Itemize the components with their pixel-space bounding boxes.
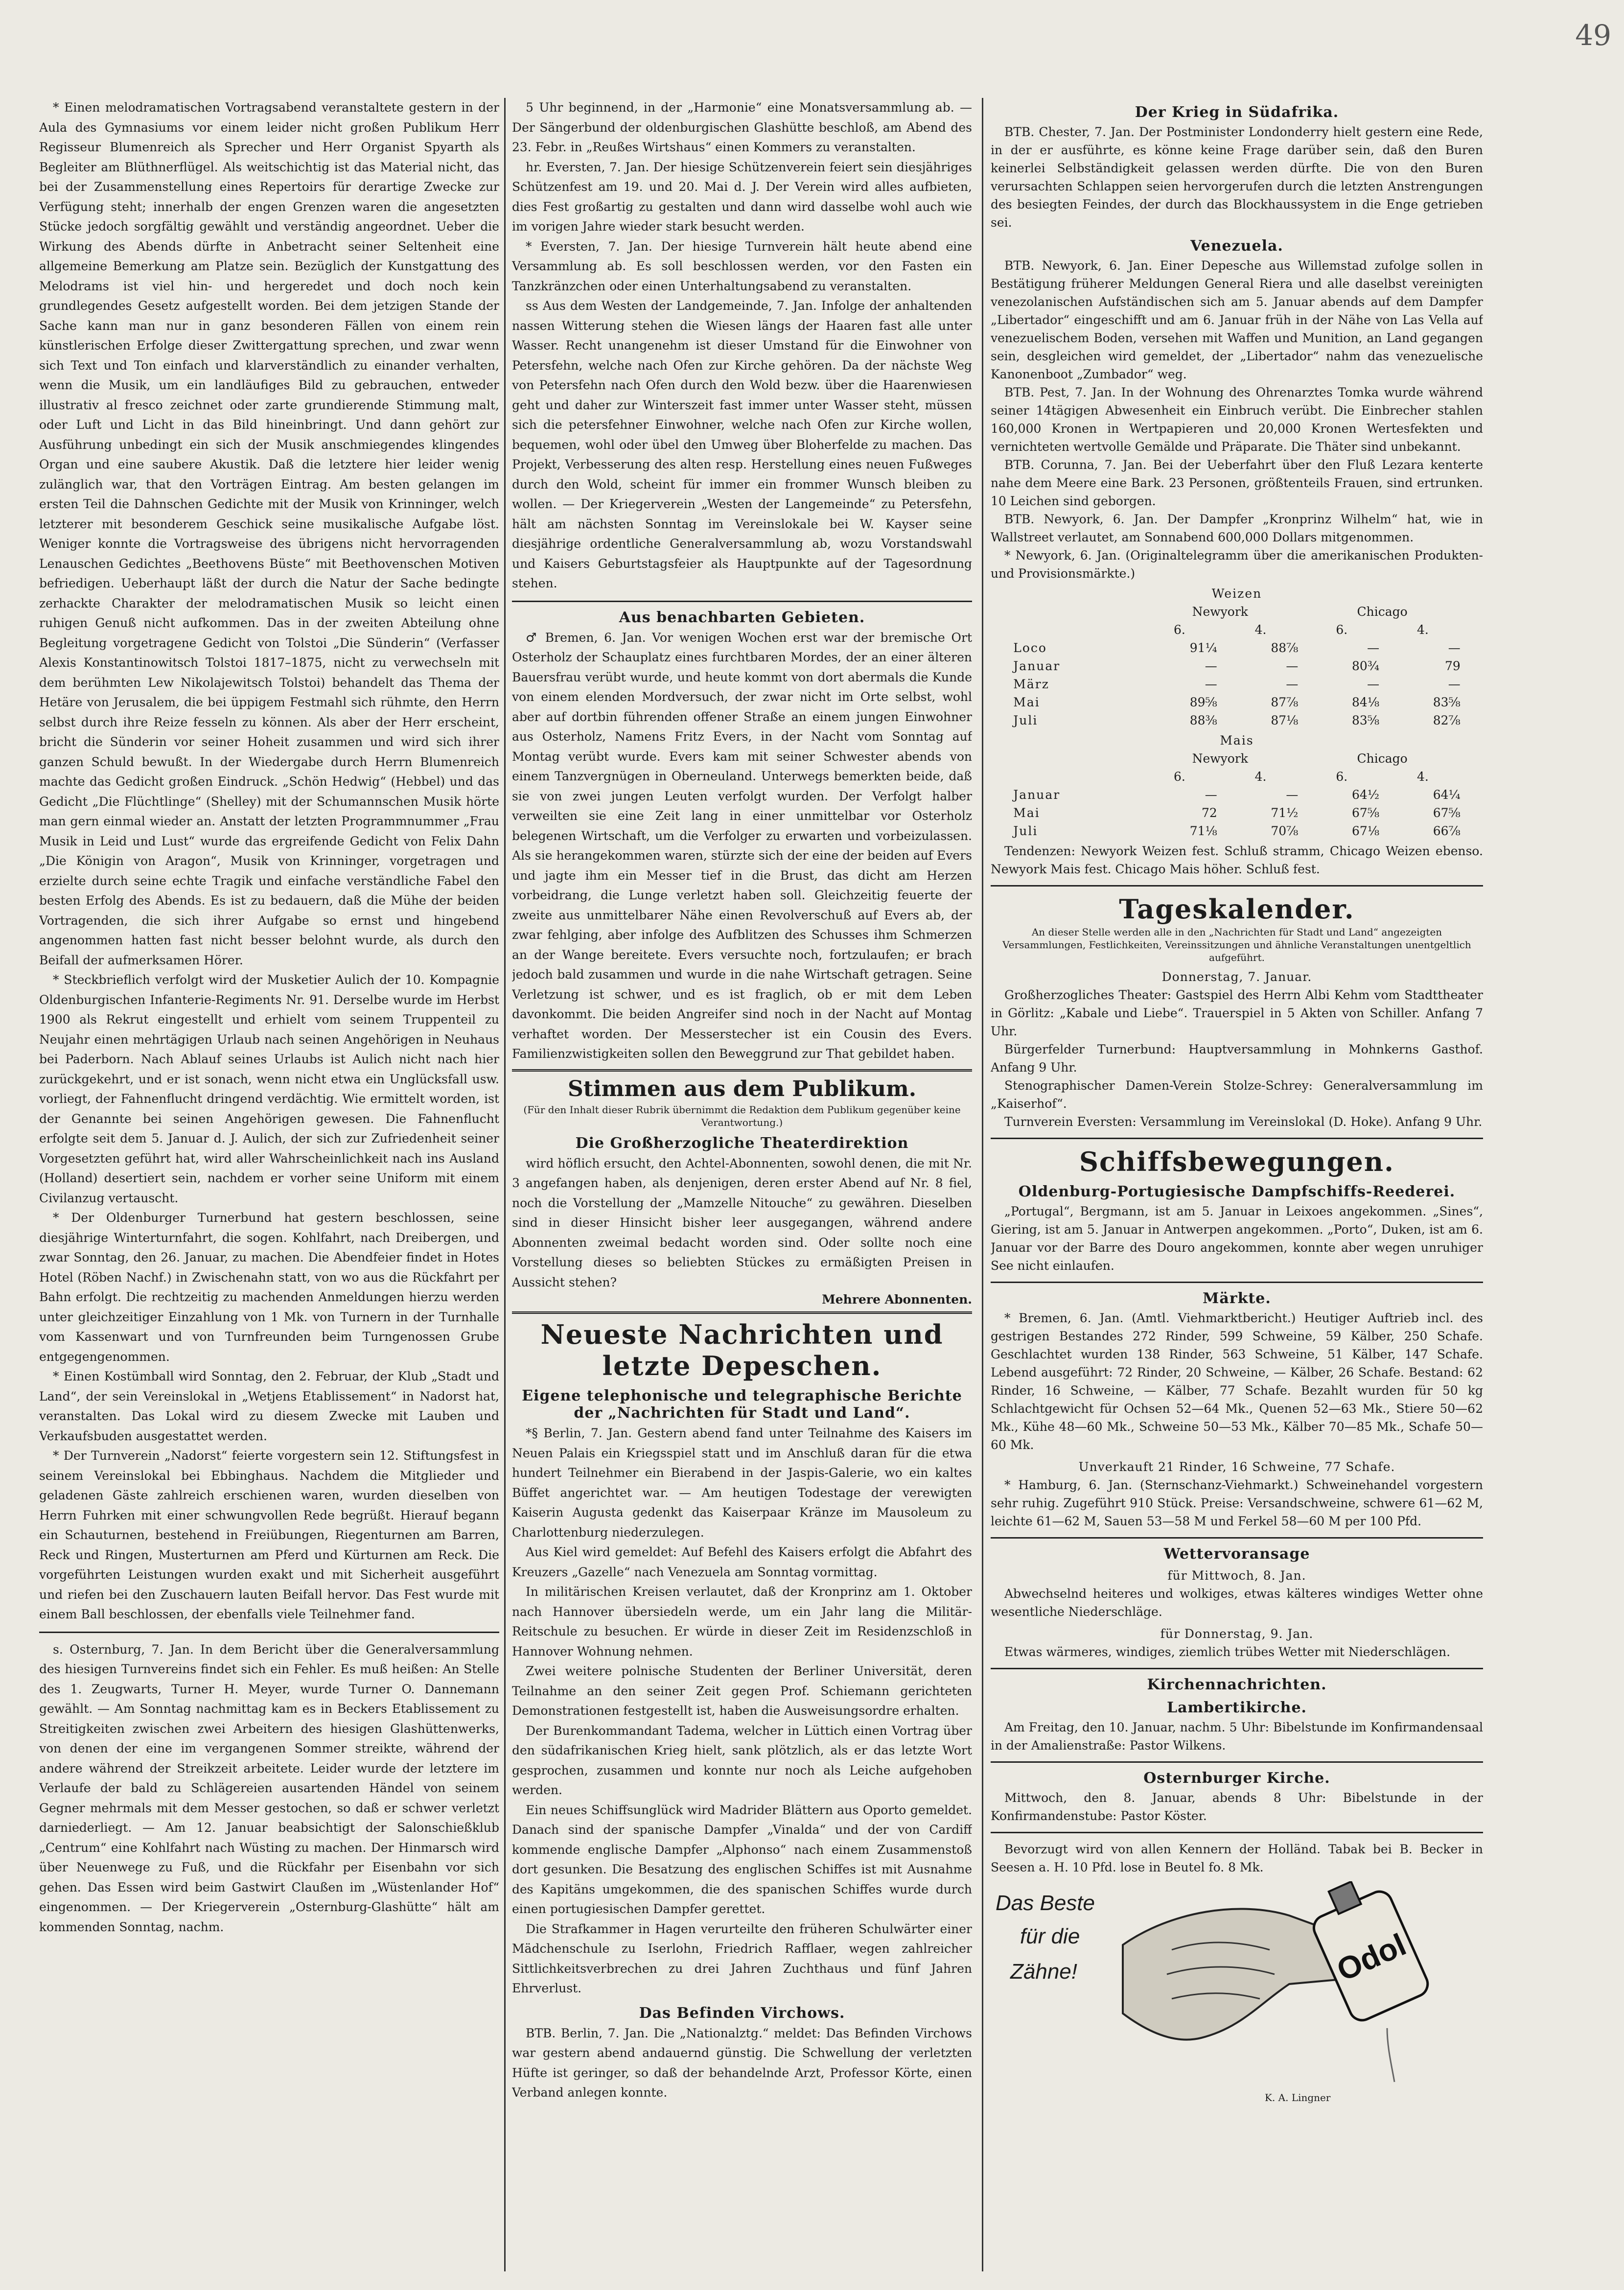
table-cell: 83⅝ — [1352, 713, 1380, 727]
section-note: An dieser Stelle werden alle in den „Nachrichten für Stadt und Land“ angezeigten Versammlungen, Festlichkeiten, Vereinssitzungen und ähnliche Veranstaltungen unentgeltlich aufgeführt. — [1002, 926, 1471, 963]
table-cell: 70⅞ — [1271, 824, 1299, 838]
section-title: Stimmen aus dem Publikum. — [567, 1076, 917, 1101]
table-date-row — [1010, 768, 1463, 786]
section-heading: Osternburger Kirche. — [1143, 1770, 1330, 1787]
article-paragraph: * Einen melodramatischen Vortragsabend veranstaltete gestern in der Aula des Gymnasiums vor einem leider nicht großen Publikum Herr Regisseur Blumenreich als Sprecher und Herr Organist Spyarth als Begleiter am Blüthnerflügel. Als weitschichtig ist das Material nicht, das bei der Zusammenstellung eines Repertoirs für derartige Zwecke zur Verfügung steht; innerhalb der engen Grenzen waren die angesetzten Stücke jedoch sorgfältig gewählt und verständig angeordnet. Ueber die Wirkung des Abends dürfte in Anbetracht seiner Seltenheit eine allgemeine Bemerkung am Platze sein. Bezüglich der Kunstgattung des Melodrams ist viel hin- und hergeredet und doch noch kein grundlegendes Gesetz aufgestellt worden. Bei dem jetzigen Stande der Sache kann man nur in ganz besonderen Fällen von einem rein künstlerischen Erfolge dieser Zwittergattung sprechen, und zwar wenn sich Text und Ton einfach und klarverständlich zu einander verhalten, wenn die Musik, um ein landläufiges Bild zu gebrauchen, entweder illustrativ al fresco zeichnet oder zarte grundierende Stimmung malt, oder Luft und Licht in das Bild hineinbringt. Und dann gehört zur Ausführung unbedingt ein sich der Musik anschmiegendes klingendes Organ und eine saubere Akustik. Daß die letztere hier leider wenig zulänglich war, that den Vorträgen Eintrag. Am besten gelangen im ersten Teil die Dahnschen Gedichte mit der Musik von Krinninger, welch letzterer mit besonderem Geschick seine musikalische Aufgabe löst. Weniger konnte die Vortragsweise des übrigens nicht hervorragenden Lenauschen Gedichtes „Beethovens Büste“ mit Beethovenschen Motiven befriedigen. Ueberhaupt läßt der durch die Natur der Sache bedingte zerhackte Charakter der melodramatischen Musik so leicht einen ruhigen Genuß nicht aufkommen. Das in der zweiten Abteilung ohne Begleitung vorgetragene Gedicht von Tolstoi „Die Sünderin“ (Verfasser Alexis Konstantinowitsch Tolstoi 1817–1875, nicht zu verwechseln mit dem berühmten Lew Nikolajewitsch Tolstoi) behandelt das Thema der Hetäre von Jerusalem, die bei üppigem Festmahl sich rühmte, den Herrn selbst durch ihre Reize fesseln zu können. Als aber der Herr erscheint, bricht die Sünderin vor seiner Hoheit zusammen und wird sich ihrer ganzen Schuld bewußt. In der Wiedergabe durch Herrn Blumenreich machte das Gedicht großen Eindruck. „Schön Hedwig“ (Hebbel) und das Gedicht „Die Flüchtlinge“ (Shelley) mit der Schumannschen Musik hörte man gern einmal wieder an. Anstatt der letzten Programmnummer „Frau Musik in Leid und Lust“ wurde das ergreifende Gedicht von Felix Dahn „Die Königin von Aragon“, Musik von Krinninger, vorgetragen und erzielte durch seine echte Tragik und einfache verständliche Fabel den besten Erfolg des Abends. Es ist zu bedauern, daß die Mühe der beiden Vortragenden, die sich ihrer Aufgabe so ernst und hingebend angenommen hatten fast nicht besser belohnt wurde, als durch den Beifall der aufmerksamen Hörer. — [39, 100, 499, 967]
article-paragraph: Ein neues Schiffsunglück wird Madrider Blättern aus Oporto gemeldet. Danach sind der spanische Dampfer „Vinalda“ und der von Cardiff kommende englische Dampfer „Alphonso“ nach einem Zusammenstoß dort gesunken. Die Besatzung des englischen Schiffes ist mit Ausnahme des Kapitäns umgekommen, die des spanischen Schiffes wurde durch einen portugiesischen Dampfer gerettet. — [512, 1802, 972, 1916]
table-cell: 87⅞ — [1271, 695, 1299, 709]
article-paragraph: ♂ Bremen, 6. Jan. Vor wenigen Wochen erst war der bremische Ort Osterholz der Schauplatz eines furchtbaren Mordes, der an einer älteren Bauersfrau verübt wurde, und heute kommt von dort abermals die Kunde von einem elenden Mordversuch, der zwar nicht im Orte selbst, wohl aber auf dortbin führenden offener Straße an einem jungen Einwohner aus Osterholz, Namens Fritz Evers, in der Nacht vom Sonntag auf Montag verübt wurde. Evers kam mit seiner Schwester abends von einem Tanzvergnügen in Oberneuland. Unterwegs bemerkten beide, daß sie von zwei jungen Leuten verfolgt wurden. Der Verfolgt halber verweilten sie eine Zeit lang in einer unmittelbar vor Osterholz belegenen Wirtschaft, um die Verfolger zu erwarten und vorbeizulassen. Als sie herangekommen waren, stürzte sich der eine der beiden auf Evers und jagte ihm ein Messer tief in die Brust, das dicht am Herzen vorbeidrang, die Lunge verletzt haben soll. Gleichzeitig feuerte der zweite aus unmittelbarer Nähe einen Revolverschuß auf Evers ab, der zwar fehlging, aber infolge des Aufblitzen des Schusses ihm Schmerzen an der Wange bereitete. Evers versuchte noch, fortzulaufen; er brach jedoch bald zusammen und wurde in die nahe Wirtschaft getragen. Seine Verletzung ist schwer, und es ist fraglich, ob er mit dem Leben davonkommt. Die beiden Angreifer sind noch in der Nacht auf Montag verhaftet worden. Der Messerstecher ist ein Cousin des Evers. Familienzwistigkeiten sollen den Beweggrund zur That gebildet haben. — [512, 630, 972, 1061]
table-cell: 64¼ — [1433, 788, 1461, 802]
table-city: Newyork — [1192, 751, 1248, 766]
table-date: 4. — [1254, 770, 1267, 784]
column-left — [39, 98, 499, 2271]
article-paragraph: „Portugal“, Bergmann, ist am 5. Januar in Leixoes angekommen. „Sines“, Giering, ist am 5. Januar in Antwerpen angekommen. „Porto“, Duken, ist am 6. Januar vor der Barre des Douro angekommen, konnte aber wegen unruhiger See nicht einlaufen. — [991, 1204, 1483, 1273]
article-paragraph: Tendenzen: Newyork Weizen fest. Schluß stramm, Chicago Weizen ebenso. Newyork Mais fest. Chicago Mais höher. Schluß fest. — [991, 844, 1483, 876]
article-paragraph: s. Osternburg, 7. Jan. In dem Bericht über die Generalversammlung des hiesigen Turnvereins findet sich ein Fehler. Es muß heißen: An Stelle des 1. Zeugwarts, Turner H. Meyer, wurde Turner O. Dannemann gewählt. — Am Sonntag nachmittag kam es in Beckers Etablissement zu Streitigkeiten zwischen zwei Arbeitern des hiesigen Glashüttenwerks, von denen der eine im vergangenen Sommer streikte, während der andere während der Streikzeit arbeitete. Leider wurde der letztere im Verlaufe der bald zu Schlägereien ausartenden Händel von seinem Gegner mehrmals mit dem Messer gestochen, so daß er schwer verletzt darniederliegt. — Am 12. Januar beabsichtigt der Salonschießklub „Centrum“ eine Kohlfahrt nach Wüsting zu machen. Der Hinmarsch wird über Neuenwege zu Fuß, und die Rückfahr per Eisenbahn vor sich gehen. Das Essen wird beim Gastwirt Claußen im „Wüstenlander Hof“ eingenommen. — Der Kriegerverein „Osternburg-Glashütte“ hält am kommenden Sonntag, nachm. — [39, 1642, 499, 1934]
divider — [991, 1761, 1483, 1763]
table-title: Weizen — [1211, 586, 1262, 601]
section-heading: Wettervoransage — [1163, 1545, 1310, 1563]
article-paragraph: * Hamburg, 6. Jan. (Sternschanz-Viehmarkt.) Schweinehandel vorgestern sehr ruhig. Zugeführt 910 Stück. Preise: Versandschweine, schwere 61—62 M, leichte 61—62 M, Sauen 53—58 M und Ferkel 58—60 M per 100 Pfd. — [991, 1478, 1483, 1528]
table-row — [1010, 675, 1463, 693]
section-heading: Lambertikirche. — [1167, 1699, 1307, 1716]
table-cell: 88⅜ — [1189, 713, 1217, 727]
table-title-row — [1010, 584, 1463, 603]
double-divider — [512, 1069, 972, 1072]
table-cell: — — [1286, 677, 1299, 691]
article-paragraph: wird höflich ersucht, den Achtel-Abonnenten, sowohl denen, die mit Nr. 3 angefangen haben, als denjenigen, deren erster Abend auf Nr. 8 fiel, noch die Vorstellung der „Mamzelle Nitouche“ zu gewähren. Dieselben sind in dieser Hinsicht bisher leer ausgegangen, während andere Abonnenten zweimal bedacht worden sind. Oder sollte noch eine Vorstellung dieses so beliebten Stückes zu ermäßigten Preisen in Aussicht stehen? — [512, 1156, 972, 1289]
table-cell: — — [1286, 788, 1299, 802]
article-paragraph: BTB. Newyork, 6. Jan. Einer Depesche aus Willemstad zufolge sollen in Bestätigung früherer Meldungen General Riera und alle daselbst vereinigten venezolanischen Aufständischen sich am 5. Januar abends auf dem Dampfer „Libertador“ eingeschifft und am 6. Januar früh in der Nähe von Las Vella auf venezuelischem Boden, versehen mit Waffen und Munition, an Land gegangen sein, desgleichen wird gemeldet, der „Libertador“ nahm das venezuelische Kanonenboot „Zumbador“ weg. — [991, 258, 1483, 381]
article-paragraph: Zwei weitere polnische Studenten der Berliner Universität, deren Teilnahme an den seiner Zeit gegen Prof. Schiemann gerichteten Demonstrationen festgestellt ist, haben die Ausweisungsordre erhalten. — [512, 1664, 972, 1718]
date-line: Unverkauft 21 Rinder, 16 Schweine, 77 Schafe. — [1078, 1460, 1395, 1474]
column-rule — [982, 98, 983, 2271]
table-corner — [1010, 621, 1139, 639]
table-cell: 72 — [1201, 806, 1217, 820]
table-cell: — — [1448, 677, 1461, 691]
table-city-row — [1010, 603, 1463, 621]
table-cell: 67⅝ — [1433, 806, 1461, 820]
section-title: Neueste Nachrichten und letzte Depeschen. — [540, 1319, 944, 1381]
table-date: 4. — [1254, 623, 1267, 637]
article-paragraph: Etwas wärmeres, windiges, ziemlich trübes Wetter mit Niederschlägen. — [1004, 1645, 1451, 1659]
table-corner — [1010, 749, 1139, 768]
article-paragraph: In militärischen Kreisen verlautet, daß der Kronprinz am 1. Oktober nach Hannover übersiedeln werde, um ein Jahr lang die Militär-Reitschule zu besuchen. Er würde in dieser Zeit im Residenzschloß in Hannover Wohnung nehmen. — [512, 1585, 972, 1659]
article-paragraph: BTB. Pest, 7. Jan. In der Wohnung des Ohrenarztes Tomka wurde während seiner 14tägigen Abwesenheit ein Einbruch verübt. Die Einbrecher stahlen 160,000 Kronen in Wertpapieren und 20,000 Kronen Wertesfekten und vernichteten wertvolle Gemälde und Präparate. Die Thäter sind unbekannt. — [991, 385, 1483, 454]
table-cell: 67⅛ — [1352, 824, 1380, 838]
table-city: Chicago — [1357, 605, 1408, 619]
table-cell: 64½ — [1352, 788, 1380, 802]
table-cell: — — [1205, 677, 1217, 691]
mais-table — [1010, 731, 1463, 840]
hand-with-bottle-illustration — [1113, 1881, 1465, 2087]
article-paragraph: Mittwoch, den 8. Januar, abends 8 Uhr: Bibelstunde in der Konfirmandenstube: Pastor Köster. — [991, 1791, 1483, 1823]
date-line: für Donnerstag, 9. Jan. — [1160, 1627, 1314, 1641]
table-date-row — [1010, 621, 1463, 639]
divider — [991, 1668, 1483, 1669]
date-line: für Mittwoch, 8. Jan. — [1167, 1568, 1306, 1583]
table-row — [1010, 711, 1463, 729]
article-paragraph: Abwechselnd heiteres und wolkiges, etwas kälteres windiges Wetter ohne wesentliche Niederschläge. — [991, 1587, 1483, 1619]
table-cell: — — [1205, 788, 1217, 802]
table-cell: — — [1367, 677, 1380, 691]
table-row-label: Loco — [1013, 641, 1047, 655]
advert-box — [991, 1881, 1483, 2116]
table-row — [1010, 693, 1463, 711]
table-date: 6. — [1336, 623, 1348, 637]
article-paragraph: Bürgerfelder Turnerbund: Hauptversammlung in Mohnkerns Gasthof. Anfang 9 Uhr. — [991, 1042, 1483, 1075]
table-row-label: März — [1013, 677, 1049, 691]
article-paragraph: BTB. Corunna, 7. Jan. Bei der Ueberfahrt über den Fluß Lezara kenterte nahe dem Meere eine Bark. 23 Personen, größtenteils Frauen, sind ertrunken. 10 Leichen sind geborgen. — [991, 458, 1483, 508]
divider — [991, 1138, 1483, 1139]
divider — [991, 1537, 1483, 1539]
table-cell: 67⅝ — [1352, 806, 1380, 820]
article-paragraph: hr. Eversten, 7. Jan. Der hiesige Schützenverein feiert sein diesjähriges Schützenfest am 19. und 20. Mai d. J. Der Verein wird alles aufbieten, dies Fest großartig zu gestalten und dann wird dasselbe wohl auch wie im vorigen Jahre wieder stark besucht werden. — [512, 160, 972, 234]
section-heading: Oldenburg-Portugiesische Dampfschiffs-Reederei. — [1018, 1183, 1456, 1200]
table-date: 6. — [1174, 623, 1185, 637]
table-corner — [1010, 768, 1139, 786]
article-paragraph: * Der Oldenburger Turnerbund hat gestern beschlossen, seine diesjährige Winterturnfahrt, die sogen. Kohlfahrt, nach Dreibergen, und zwar Sonntag, den 26. Januar, zu machen. Die Abendfeier findet in Hotes Hotel (Röben Nachf.) in Zwischenahn statt, von wo aus die Rückfahrt per Bahn erfolgt. Die rechtzeitig zu machenden Anmeldungen hierzu werden unter gleichzeitiger Einzahlung von 1 Mk. von Turnern in der Turnhalle vom Kassenwart und von Turnfreunden beim Turngenossen Grube entgegengenommen. — [39, 1211, 499, 1364]
article-paragraph: BTB. Newyork, 6. Jan. Der Dampfer „Kronprinz Wilhelm“ hat, wie in Wallstreet verlautet, am Sonnabend 600,000 Dollars mitgenommen. — [991, 512, 1483, 544]
table-title-row — [1010, 731, 1463, 749]
table-cell: 80¾ — [1352, 659, 1380, 673]
article-paragraph: ss Aus dem Westen der Landgemeinde, 7. Jan. Infolge der anhaltenden nassen Witterung stehen die Wiesen längs der Haaren fast alle unter Wasser. Recht unangenehm ist dieser Umstand für die Einwohner von Petersfehn, welche nach Ofen zur Kirche gehören. Da der nächste Weg von Petersfehn nach Ofen durch den Wold bezw. über die Haarenwiesen geht und daher zur Winterszeit fast immer unter Wasser steht, müssen sich die petersfehner Einwohner, welche nach Ofen zur Kirche wollen, bequemen, wohl oder übel den Umweg über Bloherfelde zu machen. Das Projekt, Verbesserung des alten resp. Herstellung eines neuen Fußweges durch den Wold, scheint für immer ein frommer Wunsch bleiben zu wollen. — Der Kriegerverein „Westen der Langemeinde“ zu Petersfehn, hält am nächsten Sonntag im Vereinslokale bei W. Kayser seine diesjährige ordentliche Generalversammlung ab, wozu Vorstandswahl und Kaisers Geburtstagsfeier als Hauptpunkte auf der Tagesordnung stehen. — [512, 299, 972, 590]
table-cell: 71½ — [1271, 806, 1299, 820]
article-paragraph: Turnverein Eversten: Versammlung im Vereinslokal (D. Hoke). Anfang 9 Uhr. — [1004, 1115, 1483, 1129]
table-title: Mais — [1220, 733, 1254, 748]
section-heading: Venezuela. — [1190, 237, 1283, 255]
table-cell: 71⅛ — [1189, 824, 1217, 838]
section-heading: Märkte. — [1203, 1290, 1271, 1307]
advert-maker: K. A. Lingner — [1265, 2092, 1331, 2103]
table-row — [1010, 786, 1463, 804]
divider — [512, 601, 972, 602]
article-paragraph: Stenographischer Damen-Verein Stolze-Schrey: Generalversammlung im „Kaiserhof“. — [991, 1078, 1483, 1111]
table-date: 4. — [1416, 623, 1429, 637]
section-heading: Kirchennachrichten. — [1147, 1676, 1327, 1693]
column-middle — [512, 98, 972, 2271]
article-paragraph: Großherzogliches Theater: Gastspiel des Herrn Albi Kehm vom Stadttheater in Görlitz: „Kabale und Liebe“. Trauerspiel in 5 Akten von Schiller. Anfang 7 Uhr. — [991, 988, 1483, 1038]
table-date: 6. — [1336, 770, 1348, 784]
table-cell: 84⅛ — [1352, 695, 1380, 709]
article-paragraph: Die Strafkammer in Hagen verurteilte den früheren Schulwärter einer Mädchenschule zu Iserlohn, Friedrich Rafflaer, wegen zahlreicher Sittlichkeitsverbrechen zu drei Jahren Zuchthaus und fünf Jahren Ehrverlust. — [512, 1921, 972, 1995]
divider — [991, 885, 1483, 887]
section-heading: Das Befinden Virchows. — [639, 2004, 845, 2022]
table-cell: 82⅞ — [1433, 713, 1461, 727]
section-title: Schiffsbewegungen. — [1079, 1146, 1394, 1177]
table-row-label: Juli — [1013, 713, 1038, 727]
table-row-label: Januar — [1013, 788, 1061, 802]
article-paragraph: * Einen Kostümball wird Sonntag, den 2. Februar, der Klub „Stadt und Land“, der sein Vereinslokal in „Wetjens Etablissement“ in Nadorst hat, veranstalten. Das Lokal wird zu diesem Zwecke mit Lauben und Verkaufsbuden ausgestattet werden. — [39, 1369, 499, 1443]
table-row-label: Mai — [1013, 695, 1040, 709]
table-city: Newyork — [1192, 605, 1248, 619]
table-row-label: Januar — [1013, 659, 1061, 673]
table-cell: — — [1367, 641, 1380, 655]
article-paragraph: *§ Berlin, 7. Jan. Gestern abend fand unter Teilnahme des Kaisers im Neuen Palais ein Kriegsspiel statt und im Anschluß daran für die etwa hundert Teilnehmer ein Bierabend in der Jaspis-Galerie, wo ein kaltes Büffet angerichtet war. — Am heutigen Todestage der verewigten Kaiserin Augusta gedenkt das Kaiserpaar Kränze im Mausoleum zu Charlottenburg niederzulegen. — [512, 1426, 972, 1540]
table-cell: 91¼ — [1189, 641, 1217, 655]
article-paragraph: BTB. Berlin, 7. Jan. Die „Nationalztg.“ meldet: Das Befinden Virchows war gestern abend andauernd günstig. Die Schwellung der verletzten Hüfte ist geringer, so daß der behandelnde Arzt, Professor Körte, einen Verband anlegen konnte. — [512, 2026, 972, 2100]
advert-brand: Odol — [1331, 1926, 1412, 1988]
double-divider — [512, 1311, 972, 1314]
table-row-label: Juli — [1013, 824, 1038, 838]
divider — [991, 1832, 1483, 1833]
article-paragraph: Aus Kiel wird gemeldet: Auf Befehl des Kaisers erfolgt die Abfahrt des Kreuzers „Gazelle“ nach Venezuela am Sonntag vormittag. — [512, 1545, 972, 1579]
advert-line: für die — [1020, 1924, 1080, 1948]
table-cell: — — [1448, 641, 1461, 655]
article-paragraph: * Steckbrieflich verfolgt wird der Musketier Aulich der 10. Kompagnie Oldenburgischen Infanterie-Regiments Nr. 91. Derselbe wurde im Herbst 1900 als Rekrut eingestellt und erhielt vom seinem Truppenteil zu Neujahr einen mehrtägigen Urlaub nach seinen Angehörigen in Neuhaus bei Paderborn. Nach Ablauf seines Urlaubs ist Aulich nicht nach hier zurückgekehrt, und er ist sonach, wenn nicht etwa ein Unglücksfall usw. vorliegt, der Fahnenflucht dringend verdächtig. Wie ermittelt worden, ist der Genannte bei seinen Angehörigen gewesen. Die Fahnenflucht erfolgte seit dem 5. Januar d. J. Aulich, der sich zur Zufriedenheit seiner Vorgesetzten geführt hat, wird aller Wahrscheinlichkeit nach ins Ausland (Holland) desertiert sein, nachdem er vorher seine Uniform mit einem Civilanzug vertauscht. — [39, 973, 499, 1205]
table-row — [1010, 822, 1463, 840]
table-city-row — [1010, 749, 1463, 768]
column-rule — [504, 98, 506, 2271]
section-heading: Aus benachbarten Gebieten. — [619, 608, 865, 626]
article-paragraph: * Eversten, 7. Jan. Der hiesige Turnverein hält heute abend eine Versammlung ab. Es soll beschlossen werden, vor den Fasten ein Tanzkränzchen oder einen Unterhaltungsabend zu veranstalten. — [512, 239, 972, 293]
article-paragraph: Am Freitag, den 10. Januar, nachm. 5 Uhr: Bibelstunde im Konfirmandensaal in der Amalienstraße: Pastor Wilkens. — [991, 1720, 1483, 1753]
column-right — [991, 98, 1483, 2271]
article-paragraph: * Der Turnverein „Nadorst“ feierte vorgestern sein 12. Stiftungsfest in seinem Vereinslokal bei Ebbinghaus. Nachdem die Mitglieder und geladenen Gäste zahlreich erschienen waren, wurden dieselben von Herrn Fuhrken mit einer schwungvollen Rede begrüßt. Hierauf begann ein Schauturnen, bestehend in Freiübungen, Riegenturnen am Barren, Reck und Ringen, Musterturnen am Pferd und Kürturnen am Reck. Die vorgeführten Leistungen wurden exakt und mit Sicherheit ausgeführt und riefen bei den Zuschauern lauten Beifall hervor. Das Fest wurde mit einem Ball beschlossen, der ebenfalls viele Teilnehmer fand. — [39, 1449, 499, 1621]
signature: Mehrere Abonnenten. — [822, 1292, 972, 1307]
table-row — [1010, 804, 1463, 822]
article-paragraph: Der Burenkommandant Tadema, welcher in Lüttich einen Vortrag über den südafrikanischen Krieg hielt, sank plötzlich, als er das letzte Wort gesprochen, zusammen und konnte nur noch als Leiche aufgehoben werden. — [512, 1723, 972, 1797]
article-paragraph: Bevorzugt wird von allen Kennern der Holländ. Tabak bei B. Becker in Seesen a. H. 10 Pfd. lose in Beutel fo. 8 Mk. — [991, 1842, 1483, 1874]
table-corner — [1010, 603, 1139, 621]
weizen-table — [1010, 584, 1463, 729]
table-cell: 83⅝ — [1433, 695, 1461, 709]
table-cell: — — [1205, 659, 1217, 673]
table-row — [1010, 639, 1463, 657]
table-cell: 66⅞ — [1433, 824, 1461, 838]
table-cell: 79 — [1444, 659, 1461, 673]
section-title: Tageskalender. — [1119, 893, 1355, 925]
section-note: (Für den Inhalt dieser Rubrik übernimmt die Redaktion dem Publikum gegenüber keine Verantwortung.) — [523, 1103, 961, 1128]
table-city: Chicago — [1357, 751, 1408, 766]
article-paragraph: * Newyork, 6. Jan. (Originaltelegramm über die amerikanischen Produkten- und Provisionsmärkte.) — [991, 548, 1483, 581]
table-row-label: Mai — [1013, 806, 1040, 820]
section-heading: Eigene telephonische und telegraphische Berichte der „Nachrichten für Stadt und Land“. — [522, 1387, 962, 1422]
divider — [991, 1282, 1483, 1283]
table-date: 4. — [1416, 770, 1429, 784]
table-cell: 87⅛ — [1271, 713, 1299, 727]
article-paragraph: BTB. Chester, 7. Jan. Der Postminister Londonderry hielt gestern eine Rede, in der er ausführte, es könne keine Frage darüber sein, daß den Buren keinerlei Selbständigkeit gelassen werden dürfte. Die von den Buren verursachten Schlappen seien hervorgerufen durch die letzten Anstrengungen des besiegten Feindes, der durch das Blockhaussystem in die Enge getrieben sei. — [991, 125, 1483, 230]
section-heading: Der Krieg in Südafrika. — [1135, 104, 1339, 121]
table-cell: 88⅞ — [1271, 641, 1299, 655]
section-heading: Die Großherzogliche Theaterdirektion — [575, 1134, 909, 1152]
page-number: 49 — [1575, 19, 1611, 52]
table-cell: 89⅝ — [1189, 695, 1217, 709]
advert-line: Das Beste — [996, 1891, 1095, 1915]
advert-line: Zähne! — [1010, 1960, 1077, 1984]
table-row — [1010, 657, 1463, 675]
article-paragraph: * Bremen, 6. Jan. (Amtl. Viehmarktbericht.) Heutiger Auftrieb incl. des gestrigen Bestandes 272 Rinder, 599 Schweine, 59 Kälber, 250 Schafe. Geschlachtet wurden 138 Rinder, 563 Schweine, 51 Kälber, 147 Schafe. Lebend ausgeführt: 72 Rinder, 20 Schweine, — Kälber, 26 Schafe. Bestand: 62 Rinder, 16 Schweine, — Kälber, 77 Schafe. Bezahlt wurden für 50 kg Schlachtgewicht für Ochsen 52—64 Mk., Quenen 52—63 Mk., Stiere 50—62 Mk., Kühe 48—60 Mk., Schweine 50—53 Mk., Kälber 70—85 Mk., Schafe 50—60 Mk. — [991, 1311, 1483, 1452]
table-date: 6. — [1174, 770, 1185, 784]
date-line: Donnerstag, 7. Januar. — [1161, 970, 1312, 984]
article-paragraph: 5 Uhr beginnend, in der „Harmonie“ eine Monatsversammlung ab. — Der Sängerbund der oldenburgischen Glashütte beschloß, am Abend des 23. Febr. in „Reußes Wirtshaus“ einen Kommers zu veranstalten. — [512, 100, 972, 154]
divider — [39, 1632, 499, 1633]
table-cell: — — [1286, 659, 1299, 673]
